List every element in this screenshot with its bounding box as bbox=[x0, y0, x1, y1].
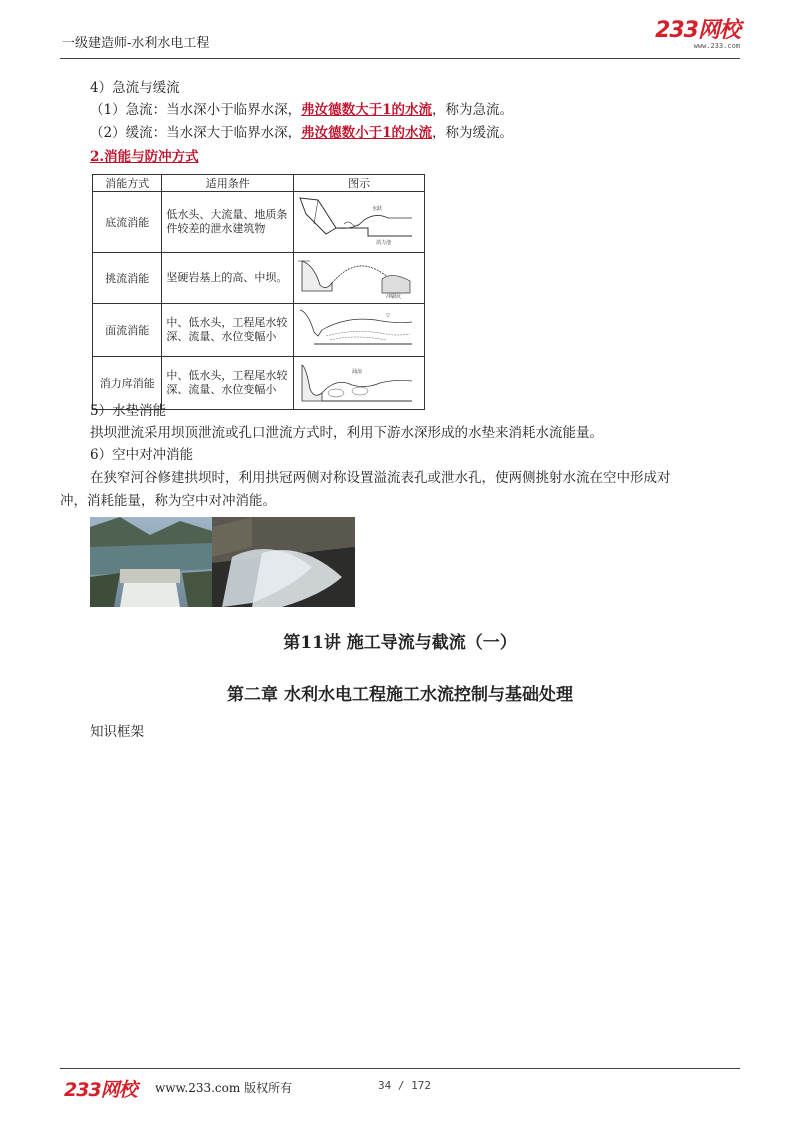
table-cell-method: 消力戽消能 bbox=[93, 357, 162, 410]
table-row bbox=[93, 192, 425, 253]
s4-item1 bbox=[90, 98, 513, 118]
logo-url: www.233.com bbox=[693, 42, 740, 50]
table-row bbox=[93, 253, 425, 304]
s4-item2-post: ，称为缓流。 bbox=[432, 125, 513, 141]
table-cell-condition: 低水头、大流量、地质条件较差的泄水建筑物 bbox=[162, 192, 294, 253]
footer-copyright: www.233.com 版权所有 bbox=[155, 1081, 293, 1095]
table-row bbox=[93, 304, 425, 357]
s4-item2-pre: （2）缓流：当水深大于临界水深， bbox=[90, 125, 302, 141]
s4-item2 bbox=[90, 121, 513, 141]
logo-wordmark: 233网校 bbox=[655, 18, 740, 43]
s5-heading: 5）水垫消能 bbox=[90, 403, 167, 419]
table-header-condition: 适用条件 bbox=[162, 175, 294, 192]
s4-item1-highlight: 弗汝德数大于1的水流 bbox=[301, 102, 432, 118]
s4-item2-highlight: 弗汝德数小于1的水流 bbox=[301, 125, 432, 141]
s6-text-line2: 冲，消耗能量，称为空中对冲消能。 bbox=[60, 493, 276, 509]
surface-flow-diagram bbox=[294, 304, 425, 357]
s4-item1-pre: （1）急流：当水深小于临界水深， bbox=[90, 102, 302, 118]
table-header-method: 消能方式 bbox=[93, 175, 162, 192]
s5-text: 拱坝泄流采用坝顶泄流或孔口泄流方式时，利用下游水深形成的水垫来消耗水流能量。 bbox=[90, 425, 603, 441]
s4-heading: 4）急流与缓流 bbox=[90, 80, 180, 96]
page-header bbox=[60, 18, 740, 59]
ski-jump-diagram bbox=[294, 253, 425, 304]
underflow-diagram bbox=[294, 192, 425, 253]
knowledge-frame-label: 知识框架 bbox=[90, 724, 144, 740]
energy-dissipation-table bbox=[92, 174, 425, 410]
header-title: 一级建造师-水利水电工程 bbox=[62, 36, 210, 51]
svg-text:▽: ▽ bbox=[386, 312, 391, 319]
svg-text:水跃: 水跃 bbox=[372, 205, 383, 212]
s6-heading: 6）空中对冲消能 bbox=[90, 447, 194, 463]
svg-text:消力池: 消力池 bbox=[376, 239, 392, 246]
table-cell-condition: 中、低水头，工程尾水较深、流量、水位变幅小 bbox=[162, 304, 294, 357]
table-cell-method: 底流消能 bbox=[93, 192, 162, 253]
table-cell-condition: 坚硬岩基上的高、中坝。 bbox=[162, 253, 294, 304]
table-header-row bbox=[93, 175, 425, 192]
table-cell-method: 挑流消能 bbox=[93, 253, 162, 304]
s6-text-line1: 在狭窄河谷修建拱坝时，利用拱冠两侧对称设置溢流表孔或泄水孔，使两侧挑射水流在空中形成对 bbox=[90, 470, 671, 486]
s4-item1-post: ，称为急流。 bbox=[432, 102, 513, 118]
footer-logo: 233网校 bbox=[64, 1079, 137, 1101]
lecture-title: 第11讲 施工导流与截流（一） bbox=[283, 633, 517, 653]
table-header-figure: 图示 bbox=[294, 175, 425, 192]
table-cell-method: 面流消能 bbox=[93, 304, 162, 357]
brand-logo bbox=[655, 20, 740, 51]
chapter-title: 第二章 水利水电工程施工水流控制与基础处理 bbox=[227, 685, 573, 705]
svg-text:涌浪: 涌浪 bbox=[352, 368, 363, 375]
dam-photo-aerial bbox=[90, 517, 212, 607]
section2-heading: 2.消能与防冲方式 bbox=[90, 149, 199, 165]
page-footer bbox=[60, 1068, 740, 1109]
table-cell-condition: 中、低水头，工程尾水较深、流量、水位变幅小 bbox=[162, 357, 294, 410]
svg-text:冲刷坑: 冲刷坑 bbox=[386, 293, 402, 299]
page-number: 34 / 172 bbox=[378, 1079, 431, 1092]
dam-photo-spillway bbox=[212, 517, 355, 607]
roller-bucket-diagram bbox=[294, 357, 425, 410]
